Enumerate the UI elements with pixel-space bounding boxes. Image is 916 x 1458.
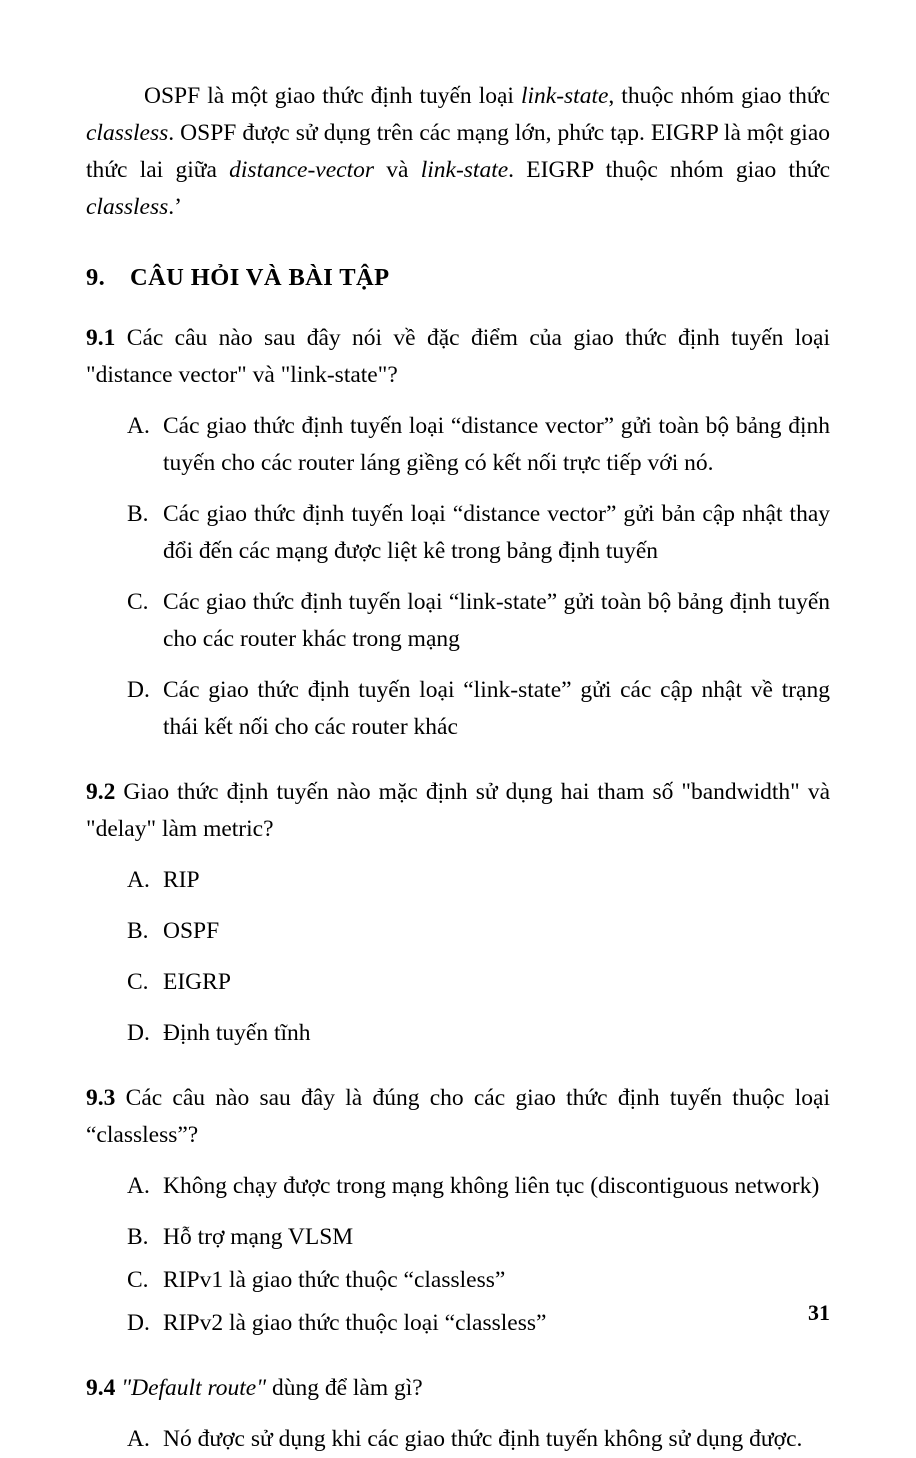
option-text: Các giao thức định tuyến loại “distance vector” gửi bản cập nhật thay đổi đến các mạng được liệt kê trong bảng định tuyến: [163, 501, 830, 564]
option-letter: D.: [127, 1310, 150, 1336]
option-9-3-d[interactable]: [86, 1305, 830, 1342]
option-9-1-c[interactable]: [86, 584, 830, 658]
options-9-3: [86, 1168, 830, 1342]
option-text: Định tuyến tĩnh: [163, 1020, 311, 1046]
question-block-9-1: [86, 320, 830, 746]
option-letter: D.: [127, 1020, 150, 1046]
question-text-9-1: Các câu nào sau đây nói về đặc điểm của giao thức định tuyến loại "distance vector" và "link-state"?: [86, 325, 831, 388]
option-letter: B.: [127, 1224, 149, 1250]
page-content: [86, 78, 830, 1458]
question-9-4: [86, 1370, 830, 1407]
question-text-9-4-italic: "Default route": [121, 1375, 267, 1401]
option-text: Các giao thức định tuyến loại “link-state” gửi toàn bộ bảng định tuyến cho các router khác trong mạng: [163, 589, 830, 652]
option-text: Nó được sử dụng khi các giao thức định tuyến không sử dụng được.: [163, 1426, 803, 1452]
option-text: OSPF: [163, 918, 220, 944]
option-9-3-b[interactable]: [86, 1219, 830, 1256]
intro-paragraph: [86, 78, 830, 226]
intro-italic-distance-vector: distance-vector: [229, 157, 375, 183]
option-letter: A.: [127, 413, 150, 439]
option-9-1-b[interactable]: [86, 496, 830, 570]
intro-text-part6: .’: [168, 194, 182, 220]
intro-text-part2: , thuộc nhóm giao thức: [608, 83, 830, 109]
option-letter: A.: [127, 1173, 150, 1199]
question-9-2: [86, 774, 830, 848]
intro-text-part3: . OSPF được sử dụng trên các mạng lớn, phức tạp. EIGRP là một giao thức lai giữa: [86, 120, 830, 183]
intro-italic-link-state-1: link-state: [520, 83, 609, 109]
option-letter: A.: [127, 1426, 150, 1452]
intro-italic-classless-2: classless: [86, 194, 169, 220]
option-letter: C.: [127, 1267, 149, 1293]
option-9-4-a[interactable]: [86, 1421, 830, 1458]
question-number-9-2: 9.2: [86, 779, 116, 805]
question-number-9-4: 9.4: [86, 1375, 116, 1401]
option-text: Các giao thức định tuyến loại “link-state” gửi các cập nhật về trạng thái kết nối cho các router khác: [163, 677, 830, 740]
intro-italic-link-state-2: link-state: [420, 157, 509, 183]
option-letter: B.: [127, 918, 149, 944]
question-block-9-4: [86, 1370, 830, 1458]
option-9-2-b[interactable]: [86, 913, 830, 950]
option-text: RIP: [163, 867, 200, 893]
option-letter: B.: [127, 501, 149, 527]
option-text: EIGRP: [163, 969, 231, 995]
option-text: Hỗ trợ mạng VLSM: [163, 1224, 354, 1250]
question-text-9-2: Giao thức định tuyến nào mặc định sử dụng hai tham số "bandwidth" và "delay" làm metric?: [86, 779, 831, 842]
option-9-3-c[interactable]: [86, 1262, 830, 1299]
intro-text-part1: OSPF là một giao thức định tuyến loại: [144, 83, 521, 109]
intro-text-part4: và: [374, 157, 421, 183]
option-9-1-d[interactable]: [86, 672, 830, 746]
options-9-2: [86, 862, 830, 1052]
option-text: RIPv1 là giao thức thuộc “classless”: [163, 1267, 506, 1293]
section-heading: [86, 264, 830, 292]
option-letter: C.: [127, 589, 149, 615]
option-9-2-c[interactable]: [86, 964, 830, 1001]
intro-italic-classless-1: classless: [86, 120, 169, 146]
question-text-9-3: Các câu nào sau đây là đúng cho các giao thức định tuyến thuộc loại “classless”?: [86, 1085, 831, 1148]
option-9-2-d[interactable]: [86, 1015, 830, 1052]
question-block-9-2: [86, 774, 830, 1052]
option-text: RIPv2 là giao thức thuộc loại “classless”: [163, 1310, 547, 1336]
option-text: Không chạy được trong mạng không liên tục (discontiguous network): [163, 1173, 820, 1199]
option-letter: A.: [127, 867, 150, 893]
question-number-9-3: 9.3: [86, 1085, 116, 1111]
options-9-1: [86, 408, 830, 746]
option-9-1-a[interactable]: [86, 408, 830, 482]
page-number: 31: [808, 1300, 830, 1325]
question-9-3: [86, 1080, 830, 1154]
option-letter: C.: [127, 969, 149, 995]
question-text-9-4: dùng để làm gì?: [266, 1375, 423, 1401]
option-letter: D.: [127, 677, 150, 703]
intro-text-part5: . EIGRP thuộc nhóm giao thức: [508, 157, 830, 183]
question-number-9-1: 9.1: [86, 325, 116, 351]
section-title: CÂU HỎI VÀ BÀI TẬP: [130, 264, 390, 291]
option-text: Các giao thức định tuyến loại “distance vector” gửi toàn bộ bảng định tuyến cho các router láng giềng có kết nối trực tiếp với nó.: [163, 413, 830, 476]
section-number: 9.: [86, 264, 106, 291]
option-9-2-a[interactable]: [86, 862, 830, 899]
question-9-1: [86, 320, 830, 394]
option-9-3-a[interactable]: [86, 1168, 830, 1205]
question-block-9-3: [86, 1080, 830, 1342]
options-9-4: [86, 1421, 830, 1458]
